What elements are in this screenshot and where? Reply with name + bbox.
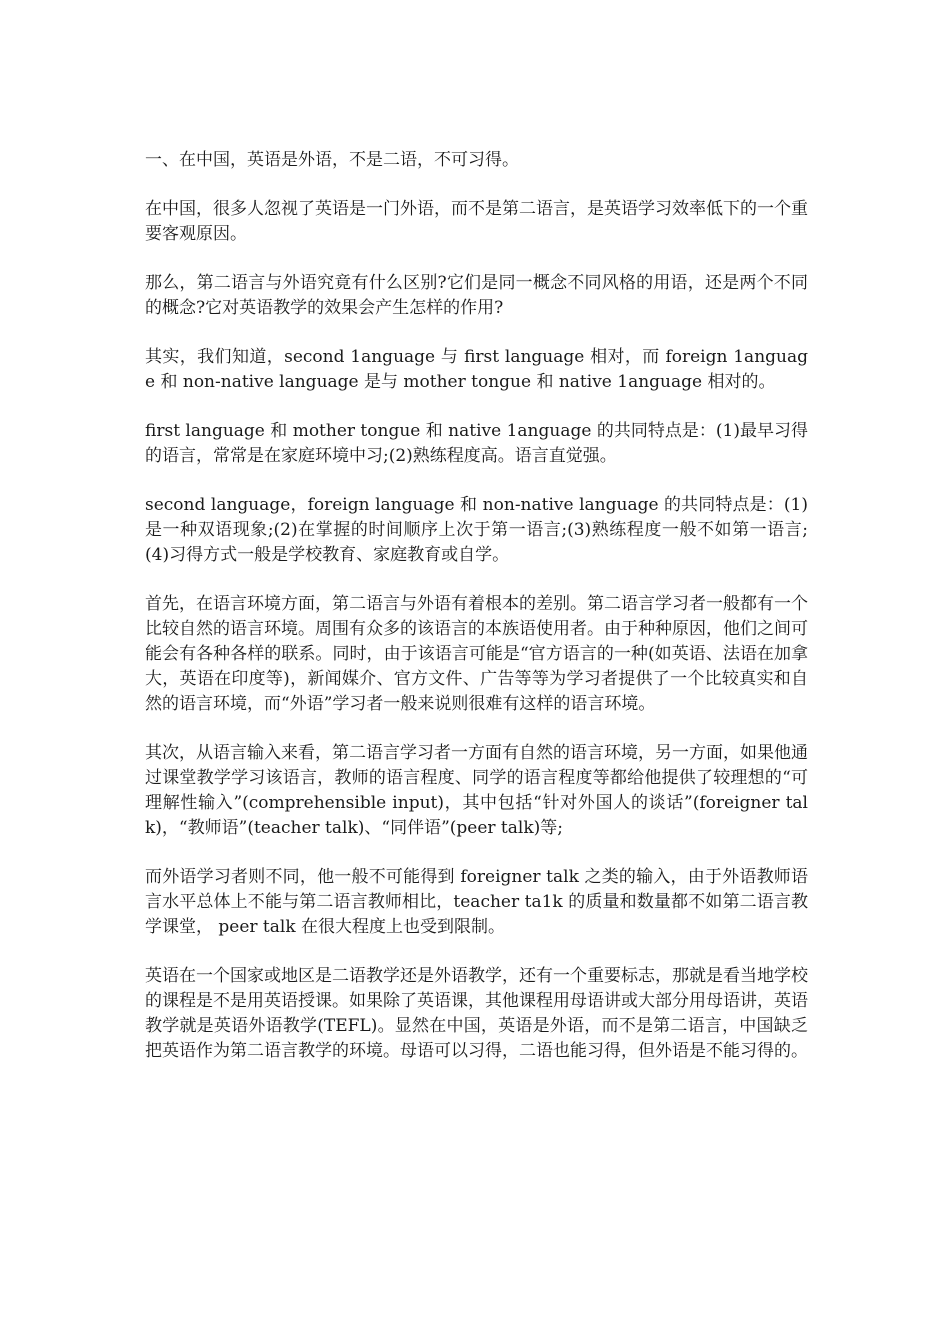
paragraph: first language 和 mother tongue 和 native 1anguage 的共同特点是：(1)最早习得的语言，常常是在家庭环境中习;(2)熟练程度高。语言直觉强。 — [145, 421, 808, 466]
paragraph: 首先，在语言环境方面，第二语言与外语有着根本的差别。第二语言学习者一般都有一个比较自然的语言环境。周围有众多的该语言的本族语使用者。由于种种原因，他们之间可能会有各种各样的联系。同时，由于该语言可能是“官方语言的一种(如英语、法语在加拿大，英语在印度等)，新闻媒介、官方文件、广告等等为学习者提供了一个比较真实和自然的语言环境，而“外语”学习者一般来说则很难有这样的语言环境。 — [145, 594, 808, 714]
section-heading: 一、在中国，英语是外语，不是二语，不可习得。 — [145, 150, 519, 170]
paragraph: 而外语学习者则不同，他一般不可能得到 foreigner talk 之类的输入，由于外语教师语言水平总体上不能与第二语言教师相比，teacher ta1k 的质量和数量都不如第二语言教学课堂， peer talk 在很大程度上也受到限制。 — [145, 867, 808, 937]
paragraph: second language，foreign language 和 non-native language 的共同特点是：(1)是一种双语现象;(2)在掌握的时间顺序上次于第一语言;(3)熟练程度一般不如第一语言;(4)习得方式一般是学校教育、家庭教育或自学。 — [145, 495, 808, 565]
paragraph: 在中国，很多人忽视了英语是一门外语，而不是第二语言，是英语学习效率低下的一个重要客观原因。 — [145, 199, 808, 244]
paragraph: 那么，第二语言与外语究竟有什么区别?它们是同一概念不同风格的用语，还是两个不同的概念?它对英语教学的效果会产生怎样的作用? — [145, 273, 808, 318]
document-body — [145, 148, 808, 1088]
paragraph: 其次，从语言输入来看，第二语言学习者一方面有自然的语言环境，另一方面，如果他通过课堂教学学习该语言，教师的语言程度、同学的语言程度等都给他提供了较理想的“可理解性输入”(comprehensible input)，其中包括“针对外国人的谈话”(foreigner talk)，“教师语”(teacher talk)、“同伴语”(peer talk)等; — [145, 743, 808, 838]
paragraph: 其实，我们知道，second 1anguage 与 first language 相对，而 foreign 1anguage 和 non-native language 是与 mother tongue 和 native 1anguage 相对的。 — [145, 347, 808, 392]
paragraph: 英语在一个国家或地区是二语教学还是外语教学，还有一个重要标志，那就是看当地学校的课程是不是用英语授课。如果除了英语课，其他课程用母语讲或大部分用母语讲，英语教学就是英语外语教学(TEFL)。显然在中国，英语是外语，而不是第二语言，中国缺乏把英语作为第二语言教学的环境。母语可以习得，二语也能习得，但外语是不能习得的。 — [145, 966, 808, 1061]
